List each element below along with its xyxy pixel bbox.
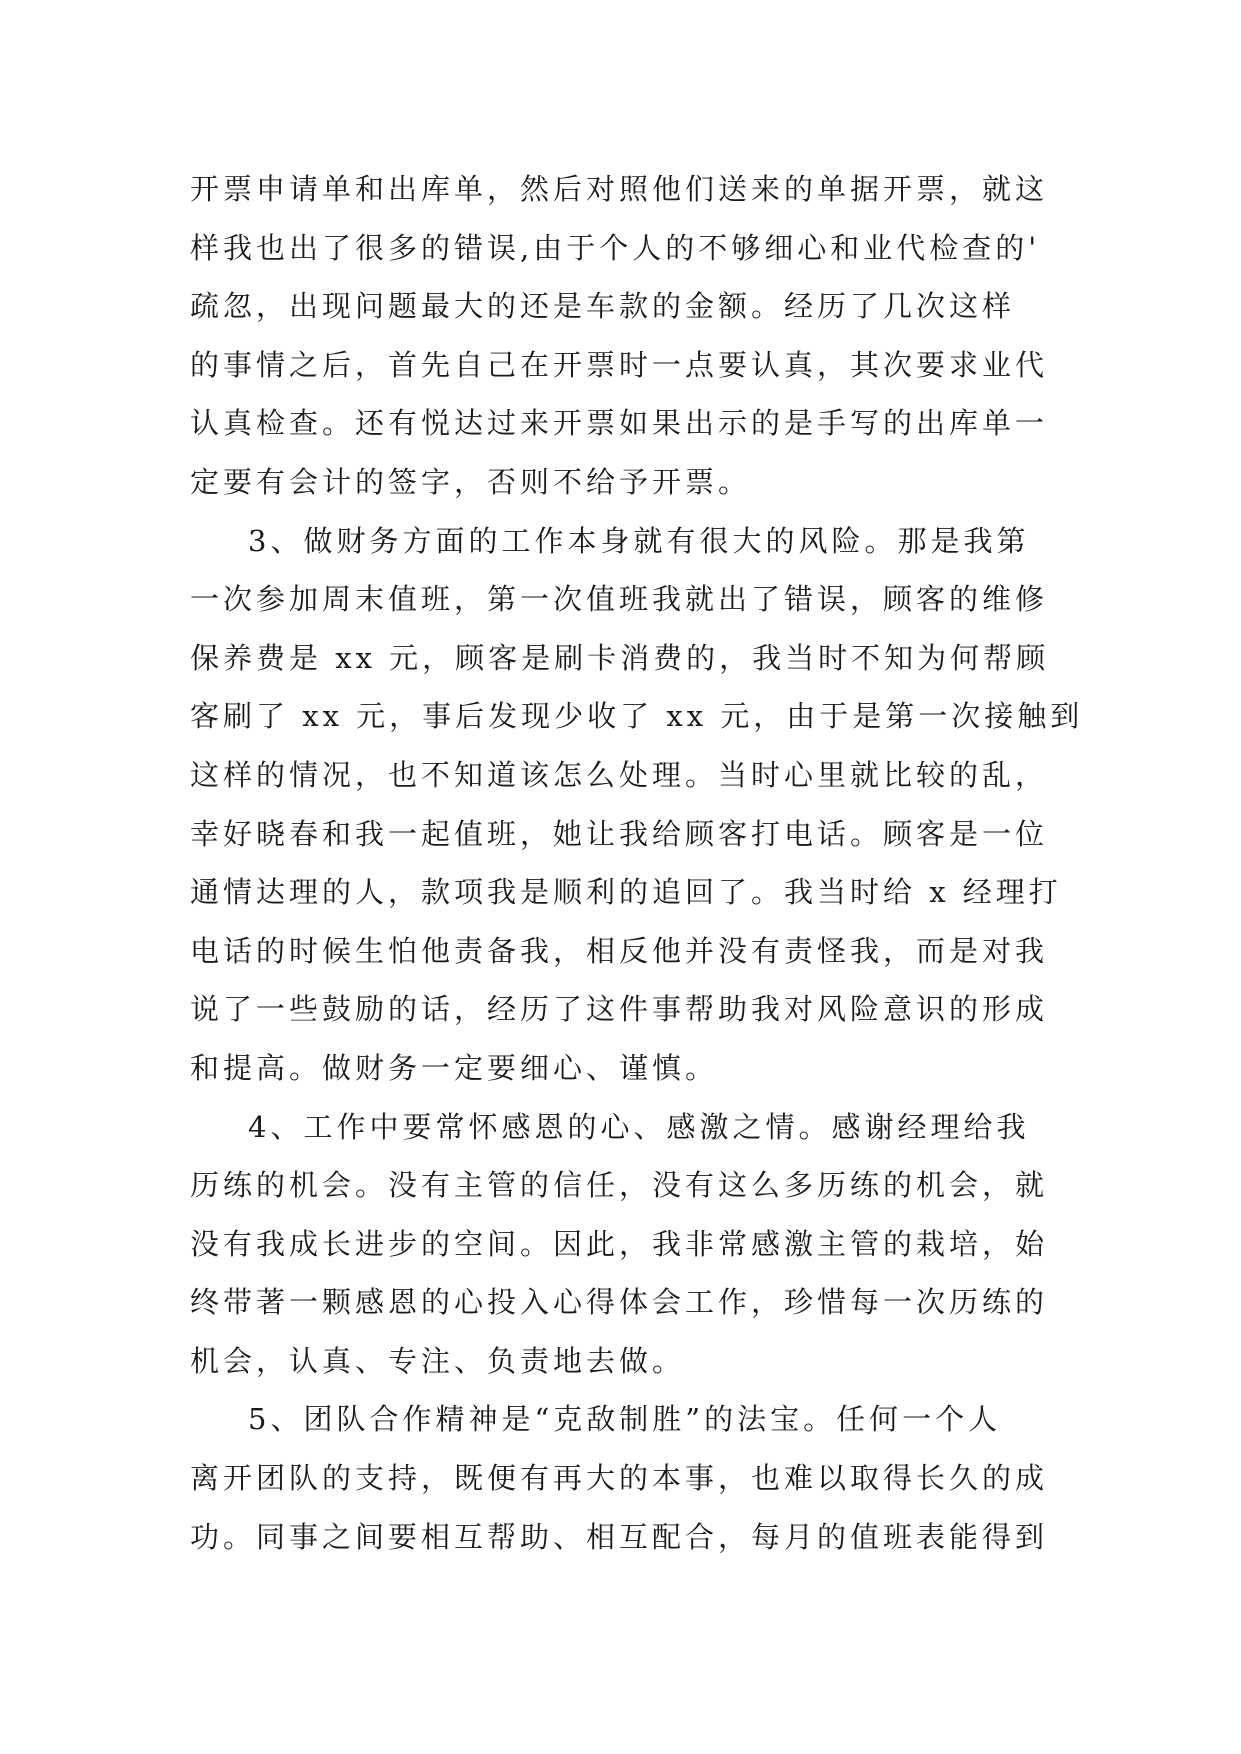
text-line: 功。同事之间要相互帮助、相互配合，每月的值班表能得到: [190, 1519, 1049, 1554]
text-line: 这样的情况，也不知道该怎么处理。当时心里就比较的乱，: [190, 757, 1049, 792]
text-line: 疏忽，出现问题最大的还是车款的金额。经历了几次这样: [190, 289, 1016, 324]
text-line: 认真检查。还有悦达过来开票如果出示的是手写的出库单一: [190, 406, 1049, 441]
paragraph-start-line: 4、工作中要常怀感恩的心、感激之情。感谢经理给我: [248, 1109, 1030, 1144]
text-line: 通情达理的人，款项我是顺利的追回了。我当时给 x 经理打: [190, 875, 1062, 910]
body-text: [190, 160, 1084, 1566]
text-line: 没有我成长进步的空间。因此，我非常感激主管的栽培，始: [190, 1226, 1049, 1261]
text-line: 幸好晓春和我一起值班，她让我给顾客打电话。顾客是一位: [190, 816, 1049, 851]
text-line: 和提高。做财务一定要细心、谨慎。: [190, 1050, 719, 1085]
text-line: 历练的机会。没有主管的信任，没有这么多历练的机会，就: [190, 1168, 1049, 1203]
text-line: 定要有会计的签字，否则不给予开票。: [190, 464, 752, 499]
text-line: 开票申请单和出库单，然后对照他们送来的单据开票，就这: [190, 172, 1049, 206]
text-line: 的事情之后，首先自己在开票时一点要认真，其次要求业代: [190, 347, 1049, 382]
text-line: 电话的时候生怕他责备我，相反他并没有责怪我，而是对我: [190, 933, 1049, 968]
text-line: 一次参加周末值班，第一次值班我就出了错误，顾客的维修: [190, 582, 1049, 617]
text-line: 保养费是 xx 元，顾客是刷卡消费的，我当时不知为何帮顾: [190, 640, 1050, 675]
paragraph-start-line: 5、团队合作精神是“克敌制胜”的法宝。任何一个人: [248, 1402, 1002, 1437]
text-line: 机会，认真、专注、负责地去做。: [190, 1343, 686, 1378]
text-line: 终带著一颗感恩的心投入心得体会工作，珍惜每一次历练的: [190, 1285, 1049, 1320]
paragraph-start-line: 3、做财务方面的工作本身就有很大的风险。那是我第: [248, 523, 1030, 558]
text-line: 说了一些鼓励的话，经历了这件事帮助我对风险意识的形成: [190, 992, 1049, 1027]
text-line: 样我也出了很多的错误,由于个人的不够细心和业代检查的': [190, 230, 1041, 265]
text-line: 离开团队的支持，既便有再大的本事，也难以取得长久的成: [190, 1461, 1049, 1496]
text-line: 客刷了 xx 元，事后发现少收了 xx 元，由于是第一次接触到: [190, 699, 1084, 734]
